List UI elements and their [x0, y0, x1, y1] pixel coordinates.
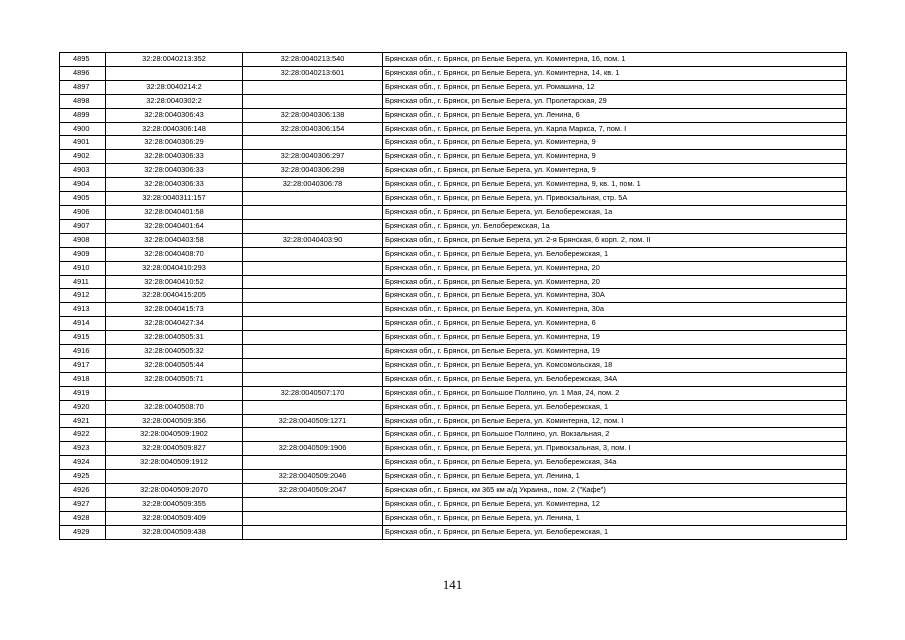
cadastral-number-cell: 32:28:0040505:71	[106, 372, 243, 386]
row-number-cell: 4905	[60, 192, 106, 206]
table-row	[60, 498, 847, 512]
address-cell: Брянская обл., г. Брянск, рп Белые Берега, ул. Пролетарская, 29	[383, 94, 847, 108]
address-cell: Брянская обл., г. Брянск, рп Белые Берега, ул. Коминтерна, 9	[383, 136, 847, 150]
cadastral-number-cell: 32:28:0040311:157	[106, 192, 243, 206]
address-cell: Брянская обл., г. Брянск, км 365 км а/д Украина,, пом. 2 ("Кафе")	[383, 484, 847, 498]
cadastral-number-cell: 32:28:0040427:34	[106, 317, 243, 331]
premises-cadastral-number-cell	[243, 456, 383, 470]
row-number-cell: 4914	[60, 317, 106, 331]
table-row	[60, 136, 847, 150]
premises-cadastral-number-cell	[243, 400, 383, 414]
premises-cadastral-number-cell: 32:28:0040306:138	[243, 108, 383, 122]
row-number-cell: 4907	[60, 219, 106, 233]
address-cell: Брянская обл., г. Брянск, рп Белые Берега, ул. Коминтерна, 30а	[383, 303, 847, 317]
cadastral-table-body	[60, 53, 847, 540]
row-number-cell: 4921	[60, 414, 106, 428]
row-number-cell: 4899	[60, 108, 106, 122]
cadastral-number-cell: 32:28:0040509:438	[106, 525, 243, 539]
row-number-cell: 4908	[60, 233, 106, 247]
address-cell: Брянская обл., г. Брянск, рп Белые Берега, ул. Коминтерна, 20	[383, 275, 847, 289]
table-row	[60, 108, 847, 122]
premises-cadastral-number-cell	[243, 372, 383, 386]
address-cell: Брянская обл., г. Брянск, рп Белые Берега, ул. Ленина, 1	[383, 511, 847, 525]
address-cell: Брянская обл., г. Брянск, рп Белые Берега, ул. Ленина, 1	[383, 470, 847, 484]
table-row	[60, 80, 847, 94]
cadastral-number-cell: 32:28:0040509:356	[106, 414, 243, 428]
row-number-cell: 4912	[60, 289, 106, 303]
cadastral-number-cell: 32:28:0040505:31	[106, 331, 243, 345]
table-row	[60, 122, 847, 136]
cadastral-number-cell: 32:28:0040509:409	[106, 511, 243, 525]
cadastral-number-cell	[106, 470, 243, 484]
row-number-cell: 4928	[60, 511, 106, 525]
premises-cadastral-number-cell	[243, 94, 383, 108]
address-cell: Брянская обл., г. Брянск, рп Белые Берега, ул. Привокзальная, 3, пом. I	[383, 442, 847, 456]
row-number-cell: 4897	[60, 80, 106, 94]
cadastral-table	[59, 52, 847, 540]
address-cell: Брянская обл., г. Брянск, рп Белые Берега, ул. Белобережская, 1	[383, 525, 847, 539]
address-cell: Брянская обл., г. Брянск, рп Белые Берега, ул. Коминтерна, 9	[383, 164, 847, 178]
table-row	[60, 484, 847, 498]
cadastral-number-cell: 32:28:0040509:355	[106, 498, 243, 512]
row-number-cell: 4901	[60, 136, 106, 150]
table-row	[60, 192, 847, 206]
address-cell: Брянская обл., г. Брянск, рп Белые Берега, ул. Белобережская, 1а	[383, 205, 847, 219]
cadastral-number-cell: 32:28:0040401:58	[106, 205, 243, 219]
row-number-cell: 4925	[60, 470, 106, 484]
cadastral-number-cell: 32:28:0040306:33	[106, 178, 243, 192]
address-cell: Брянская обл., г. Брянск, рп Белые Берега, ул. 2-я Брянская, 6 корп. 2, пом. II	[383, 233, 847, 247]
cadastral-number-cell: 32:28:0040408:70	[106, 247, 243, 261]
row-number-cell: 4915	[60, 331, 106, 345]
table-row	[60, 53, 847, 67]
table-row	[60, 372, 847, 386]
table-row	[60, 428, 847, 442]
address-cell: Брянская обл., г. Брянск, рп Белые Берега, ул. Белобережская, 1	[383, 400, 847, 414]
cadastral-number-cell: 32:28:0040415:205	[106, 289, 243, 303]
cadastral-number-cell: 32:28:0040505:32	[106, 345, 243, 359]
premises-cadastral-number-cell: 32:28:0040509:1906	[243, 442, 383, 456]
cadastral-number-cell: 32:28:0040306:43	[106, 108, 243, 122]
row-number-cell: 4898	[60, 94, 106, 108]
cadastral-number-cell: 32:28:0040509:827	[106, 442, 243, 456]
row-number-cell: 4900	[60, 122, 106, 136]
row-number-cell: 4913	[60, 303, 106, 317]
row-number-cell: 4922	[60, 428, 106, 442]
premises-cadastral-number-cell: 32:28:0040509:2046	[243, 470, 383, 484]
premises-cadastral-number-cell: 32:28:0040507:170	[243, 386, 383, 400]
table-row	[60, 303, 847, 317]
address-cell: Брянская обл., г. Брянск, рп Большое Полпино, ул. Вокзальная, 2	[383, 428, 847, 442]
address-cell: Брянская обл., г. Брянск, рп Белые Берега, ул. Белобережская, 34а	[383, 456, 847, 470]
cadastral-number-cell: 32:28:0040505:44	[106, 358, 243, 372]
table-row	[60, 178, 847, 192]
premises-cadastral-number-cell: 32:28:0040306:297	[243, 150, 383, 164]
address-cell: Брянская обл., г. Брянск, рп Белые Берега, ул. Ленина, 6	[383, 108, 847, 122]
table-row	[60, 358, 847, 372]
premises-cadastral-number-cell	[243, 303, 383, 317]
table-row	[60, 289, 847, 303]
address-cell: Брянская обл., г. Брянск, рп Белые Берега, ул. Карла Маркса, 7, пом. I	[383, 122, 847, 136]
row-number-cell: 4909	[60, 247, 106, 261]
address-cell: Брянская обл., г. Брянск, ул. Белобережская, 1а	[383, 219, 847, 233]
table-row	[60, 275, 847, 289]
cadastral-number-cell: 32:28:0040415:73	[106, 303, 243, 317]
table-row	[60, 414, 847, 428]
cadastral-number-cell: 32:28:0040302:2	[106, 94, 243, 108]
cadastral-number-cell: 32:28:0040306:148	[106, 122, 243, 136]
premises-cadastral-number-cell	[243, 331, 383, 345]
address-cell: Брянская обл., г. Брянск, рп Белые Берега, ул. Белобережская, 34А	[383, 372, 847, 386]
address-cell: Брянская обл., г. Брянск, рп Большое Полпино, ул. 1 Мая, 24, пом. 2	[383, 386, 847, 400]
cadastral-number-cell: 32:28:0040509:1912	[106, 456, 243, 470]
row-number-cell: 4896	[60, 66, 106, 80]
address-cell: Брянская обл., г. Брянск, рп Белые Берега, ул. Коминтерна, 30А	[383, 289, 847, 303]
table-row	[60, 345, 847, 359]
cadastral-number-cell: 32:28:0040509:2070	[106, 484, 243, 498]
premises-cadastral-number-cell	[243, 247, 383, 261]
premises-cadastral-number-cell	[243, 345, 383, 359]
premises-cadastral-number-cell	[243, 192, 383, 206]
premises-cadastral-number-cell: 32:28:0040306:298	[243, 164, 383, 178]
table-row	[60, 219, 847, 233]
premises-cadastral-number-cell: 32:28:0040213:601	[243, 66, 383, 80]
premises-cadastral-number-cell	[243, 205, 383, 219]
cadastral-number-cell: 32:28:0040508:70	[106, 400, 243, 414]
cadastral-number-cell: 32:28:0040410:52	[106, 275, 243, 289]
table-row	[60, 525, 847, 539]
premises-cadastral-number-cell	[243, 511, 383, 525]
table-row	[60, 400, 847, 414]
table-row	[60, 164, 847, 178]
premises-cadastral-number-cell	[243, 275, 383, 289]
table-row	[60, 247, 847, 261]
premises-cadastral-number-cell: 32:28:0040509:2047	[243, 484, 383, 498]
premises-cadastral-number-cell	[243, 358, 383, 372]
premises-cadastral-number-cell: 32:28:0040306:154	[243, 122, 383, 136]
row-number-cell: 4910	[60, 261, 106, 275]
premises-cadastral-number-cell: 32:28:0040403:90	[243, 233, 383, 247]
premises-cadastral-number-cell	[243, 136, 383, 150]
cadastral-number-cell	[106, 66, 243, 80]
premises-cadastral-number-cell	[243, 80, 383, 94]
premises-cadastral-number-cell	[243, 289, 383, 303]
premises-cadastral-number-cell	[243, 428, 383, 442]
address-cell: Брянская обл., г. Брянск, рп Белые Берега, ул. Ромашина, 12	[383, 80, 847, 94]
address-cell: Брянская обл., г. Брянск, рп Белые Берега, ул. Коминтерна, 9, кв. 1, пом. 1	[383, 178, 847, 192]
row-number-cell: 4904	[60, 178, 106, 192]
premises-cadastral-number-cell	[243, 498, 383, 512]
address-cell: Брянская обл., г. Брянск, рп Белые Берега, ул. Коминтерна, 9	[383, 150, 847, 164]
row-number-cell: 4920	[60, 400, 106, 414]
cadastral-number-cell: 32:28:0040410:293	[106, 261, 243, 275]
row-number-cell: 4924	[60, 456, 106, 470]
row-number-cell: 4895	[60, 53, 106, 67]
table-row	[60, 233, 847, 247]
address-cell: Брянская обл., г. Брянск, рп Белые Берега, ул. Коминтерна, 16, пом. 1	[383, 53, 847, 67]
table-row	[60, 94, 847, 108]
table-row	[60, 205, 847, 219]
row-number-cell: 4926	[60, 484, 106, 498]
table-row	[60, 317, 847, 331]
row-number-cell: 4918	[60, 372, 106, 386]
row-number-cell: 4917	[60, 358, 106, 372]
cadastral-number-cell: 32:28:0040403:58	[106, 233, 243, 247]
page-number: 141	[442, 577, 463, 592]
address-cell: Брянская обл., г. Брянск, рп Белые Берега, ул. Коминтерна, 6	[383, 317, 847, 331]
cadastral-number-cell: 32:28:0040306:33	[106, 164, 243, 178]
cadastral-number-cell: 32:28:0040306:29	[106, 136, 243, 150]
premises-cadastral-number-cell: 32:28:0040509:1271	[243, 414, 383, 428]
row-number-cell: 4902	[60, 150, 106, 164]
table-row	[60, 150, 847, 164]
table-row	[60, 442, 847, 456]
table-row	[60, 456, 847, 470]
row-number-cell: 4919	[60, 386, 106, 400]
address-cell: Брянская обл., г. Брянск, рп Белые Берега, ул. Коминтерна, 19	[383, 345, 847, 359]
address-cell: Брянская обл., г. Брянск, рп Белые Берега, ул. Белобережская, 1	[383, 247, 847, 261]
table-row	[60, 261, 847, 275]
cadastral-number-cell: 32:28:0040401:64	[106, 219, 243, 233]
cadastral-number-cell: 32:28:0040306:33	[106, 150, 243, 164]
table-row	[60, 66, 847, 80]
premises-cadastral-number-cell	[243, 261, 383, 275]
premises-cadastral-number-cell: 32:28:0040213:540	[243, 53, 383, 67]
address-cell: Брянская обл., г. Брянск, рп Белые Берега, ул. Коминтерна, 20	[383, 261, 847, 275]
table-row	[60, 470, 847, 484]
address-cell: Брянская обл., г. Брянск, рп Белые Берега, ул. Коминтерна, 19	[383, 331, 847, 345]
row-number-cell: 4916	[60, 345, 106, 359]
cadastral-number-cell: 32:28:0040509:1902	[106, 428, 243, 442]
premises-cadastral-number-cell	[243, 525, 383, 539]
premises-cadastral-number-cell	[243, 219, 383, 233]
cadastral-number-cell: 32:28:0040213:352	[106, 53, 243, 67]
address-cell: Брянская обл., г. Брянск, рп Белые Берега, ул. Привокзальная, стр. 5А	[383, 192, 847, 206]
row-number-cell: 4927	[60, 498, 106, 512]
table-row	[60, 331, 847, 345]
cadastral-number-cell	[106, 386, 243, 400]
row-number-cell: 4903	[60, 164, 106, 178]
premises-cadastral-number-cell	[243, 317, 383, 331]
premises-cadastral-number-cell: 32:28:0040306:78	[243, 178, 383, 192]
row-number-cell: 4911	[60, 275, 106, 289]
address-cell: Брянская обл., г. Брянск, рп Белые Берега, ул. Комсомольская, 18	[383, 358, 847, 372]
cadastral-number-cell: 32:28:0040214:2	[106, 80, 243, 94]
address-cell: Брянская обл., г. Брянск, рп Белые Берега, ул. Коминтерна, 12, пом. I	[383, 414, 847, 428]
row-number-cell: 4906	[60, 205, 106, 219]
table-row	[60, 386, 847, 400]
address-cell: Брянская обл., г. Брянск, рп Белые Берега, ул. Коминтерна, 12	[383, 498, 847, 512]
row-number-cell: 4923	[60, 442, 106, 456]
row-number-cell: 4929	[60, 525, 106, 539]
address-cell: Брянская обл., г. Брянск, рп Белые Берега, ул. Коминтерна, 14, кв. 1	[383, 66, 847, 80]
table-row	[60, 511, 847, 525]
